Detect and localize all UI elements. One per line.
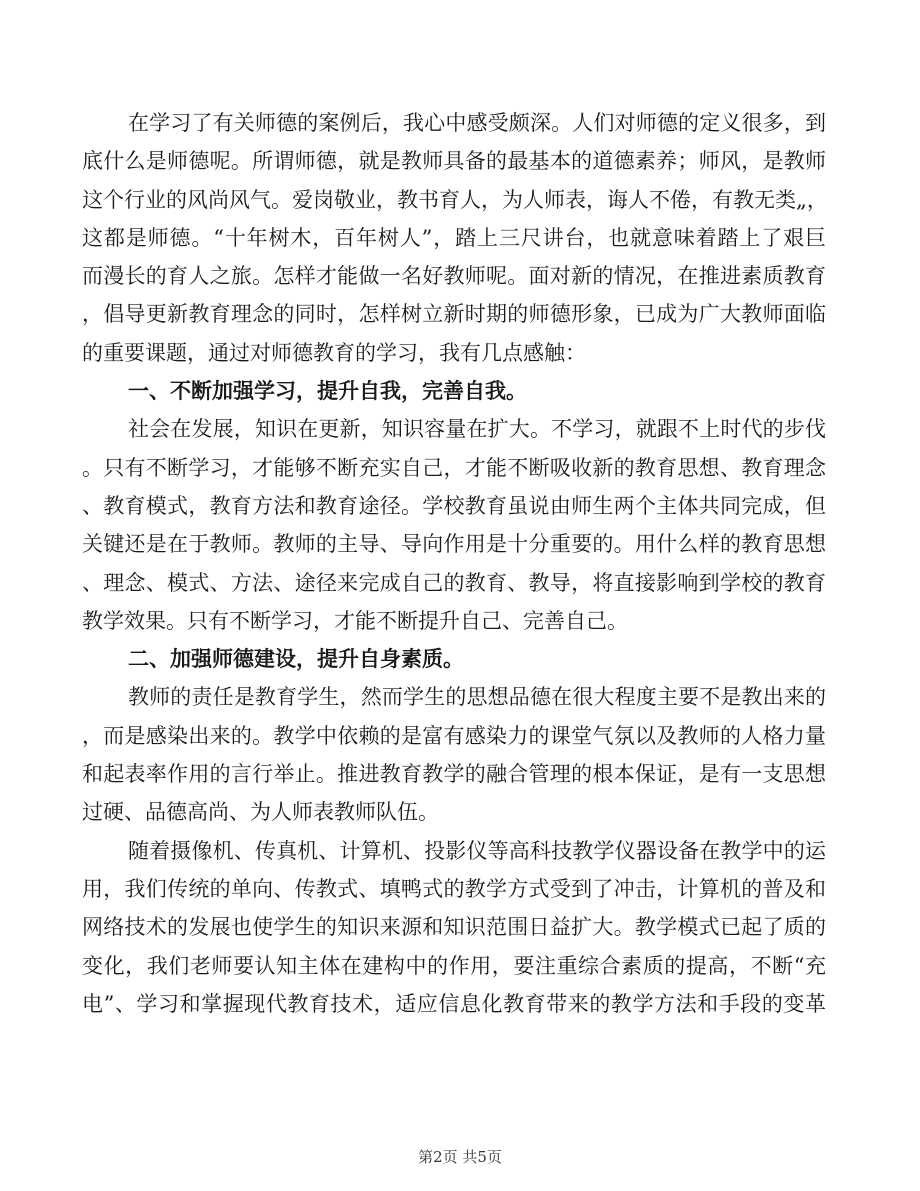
paragraph-line: 网络技术的发展也使学生的知识来源和知识范围日益扩大。教学模式已起了质的: [82, 915, 826, 940]
paragraph-line: 电”、学习和掌握现代教育技术，适应信息化教育带来的教学方法和手段的变革: [82, 991, 826, 1016]
paragraph-line: 社会在发展，知识在更新，知识容量在扩大。不学习，就跟不上时代的步伐: [128, 417, 826, 442]
paragraph-line: 这都是师德。“十年树木，百年树人”，踏上三尺讲台，也就意味着踏上了艰巨: [82, 225, 826, 250]
paragraph-line: ，而是感染出来的。教学中依赖的是富有感染力的课堂气氛以及教师的人格力量: [82, 723, 826, 748]
paragraph-line: 随着摄像机、传真机、计算机、投影仪等高科技教学仪器设备在教学中的运: [128, 838, 826, 863]
paragraph-line: 过硬、品德高尚、为人师表教师队伍。: [82, 800, 439, 825]
document-body: [82, 104, 826, 1023]
paragraph-line: 教师的责任是教育学生，然而学生的思想品德在很大程度主要不是教出来的: [128, 685, 826, 710]
paragraph-line: 变化，我们老师要认知主体在建构中的作用，要注重综合素质的提高，不断“充: [82, 953, 826, 978]
paragraph-line: 和起表率作用的言行举止。推进教育教学的融合管理的根本保证，是有一支思想: [82, 762, 826, 787]
paragraph-line: ，倡导更新教育理念的同时，怎样树立新时期的师德形象，已成为广大教师面临: [82, 302, 826, 327]
paragraph-line: 在学习了有关师德的案例后，我心中感受颇深。人们对师德的定义很多，到: [128, 111, 826, 135]
paragraph-line: 这个行业的风尚风气。爱岗敬业，教书育人，为人师表，诲人不倦，有教无类„，: [82, 187, 828, 212]
paragraph-line: 而漫长的育人之旅。怎样才能做一名好教师呢。面对新的情况，在推进素质教育: [82, 264, 826, 289]
paragraph-line: 、教育模式，教育方法和教育途径。学校教育虽说由师生两个主体共同完成，但: [82, 493, 826, 518]
paragraph-line: 关键还是在于教师。教师的主导、导向作用是十分重要的。用什么样的教育思想: [82, 532, 826, 557]
page-number: 第2页 共5页: [418, 1148, 502, 1166]
paragraph-line: 底什么是师德呢。所谓师德，就是教师具备的最基本的道德素养；师风，是教师: [82, 149, 826, 174]
paragraph-line: 、理念、模式、方法、途径来完成自己的教育、教导，将直接影响到学校的教育: [82, 570, 826, 595]
section-heading: 二、加强师德建设，提升自身素质。: [128, 646, 464, 672]
paragraph-line: 。只有不断学习，才能够不断充实自己，才能不断吸收新的教育思想、教育理念: [82, 455, 826, 480]
paragraph-line: 用，我们传统的单向、传教式、填鸭式的教学方式受到了冲击，计算机的普及和: [82, 876, 826, 901]
paragraph-line: 的重要课题，通过对师德教育的学习，我有几点感触：: [82, 340, 586, 365]
paragraph-line: 教学效果。只有不断学习，才能不断提升自己、完善自己。: [82, 608, 628, 633]
section-heading: 一、不断加强学习，提升自我，完善自我。: [128, 378, 527, 404]
